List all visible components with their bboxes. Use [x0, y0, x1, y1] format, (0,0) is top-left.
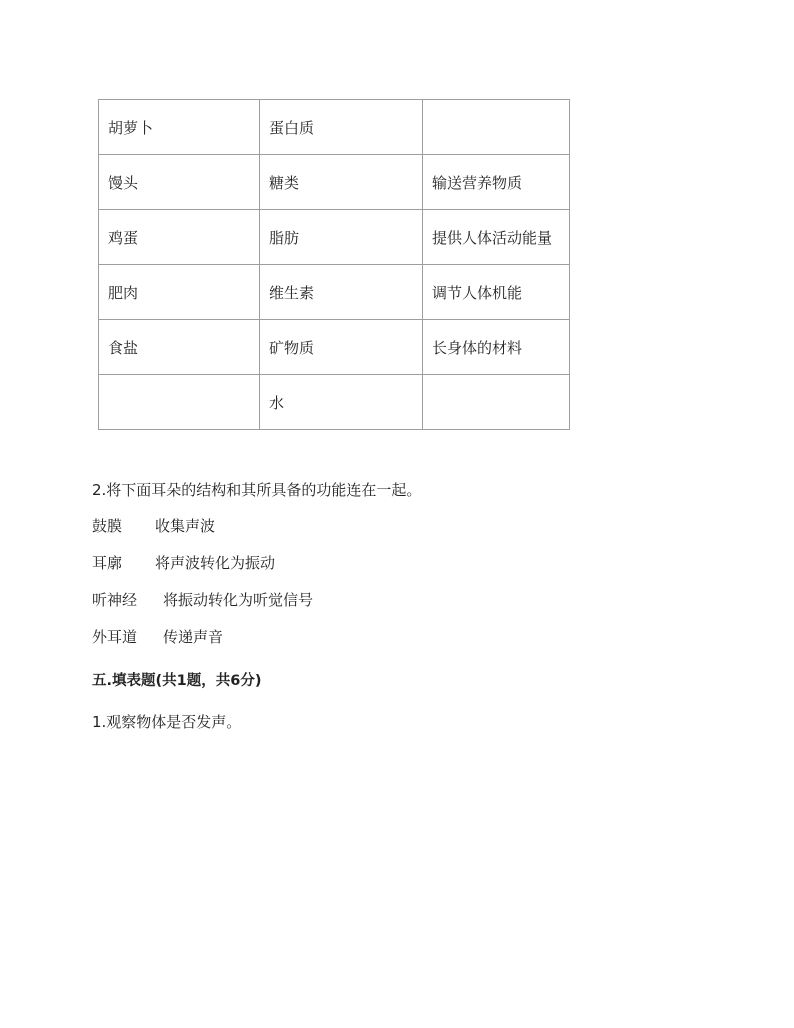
table-row	[99, 100, 570, 155]
ear-structure-label: 耳廓	[92, 554, 123, 572]
table-cell-food: 鸡蛋	[99, 210, 260, 265]
ear-function-label: 将振动转化为听觉信号	[163, 591, 314, 609]
matching-pair	[92, 626, 223, 647]
table-cell-function	[423, 375, 570, 430]
table-cell-function: 长身体的材料	[423, 320, 570, 375]
matching-pair	[92, 552, 275, 573]
question-2-prompt: 2.将下面耳朵的结构和其所具备的功能连在一起。	[92, 481, 422, 499]
food-nutrient-function-table	[98, 99, 570, 430]
table-cell-function: 输送营养物质	[423, 155, 570, 210]
table-row	[99, 375, 570, 430]
ear-structure-label: 听神经	[92, 591, 138, 609]
table-row	[99, 265, 570, 320]
table-cell-nutrient: 脂肪	[260, 210, 423, 265]
table-cell-function	[423, 100, 570, 155]
table-cell-function: 提供人体活动能量	[423, 210, 570, 265]
table-row	[99, 210, 570, 265]
table-cell-nutrient: 蛋白质	[260, 100, 423, 155]
table-row	[99, 320, 570, 375]
table-cell-food	[99, 375, 260, 430]
table-cell-function: 调节人体机能	[423, 265, 570, 320]
ear-structure-label: 鼓膜	[92, 517, 123, 535]
table-body	[99, 100, 570, 430]
table-cell-food: 肥肉	[99, 265, 260, 320]
ear-function-label: 将声波转化为振动	[155, 554, 276, 572]
ear-function-label: 传递声音	[163, 628, 224, 646]
table-cell-food: 胡萝卜	[99, 100, 260, 155]
table-cell-nutrient: 糖类	[260, 155, 423, 210]
table-cell-nutrient: 水	[260, 375, 423, 430]
ear-structure-label: 外耳道	[92, 628, 138, 646]
table-cell-food: 食盐	[99, 320, 260, 375]
table-cell-food: 馒头	[99, 155, 260, 210]
table-row	[99, 155, 570, 210]
section-5-question-1: 1.观察物体是否发声。	[92, 713, 242, 731]
ear-function-label: 收集声波	[155, 517, 216, 535]
table-cell-nutrient: 维生素	[260, 265, 423, 320]
section-5-heading: 五.填表题(共1题，共6分)	[92, 673, 262, 689]
table-cell-nutrient: 矿物质	[260, 320, 423, 375]
matching-pair	[92, 589, 313, 610]
matching-pair	[92, 515, 215, 536]
